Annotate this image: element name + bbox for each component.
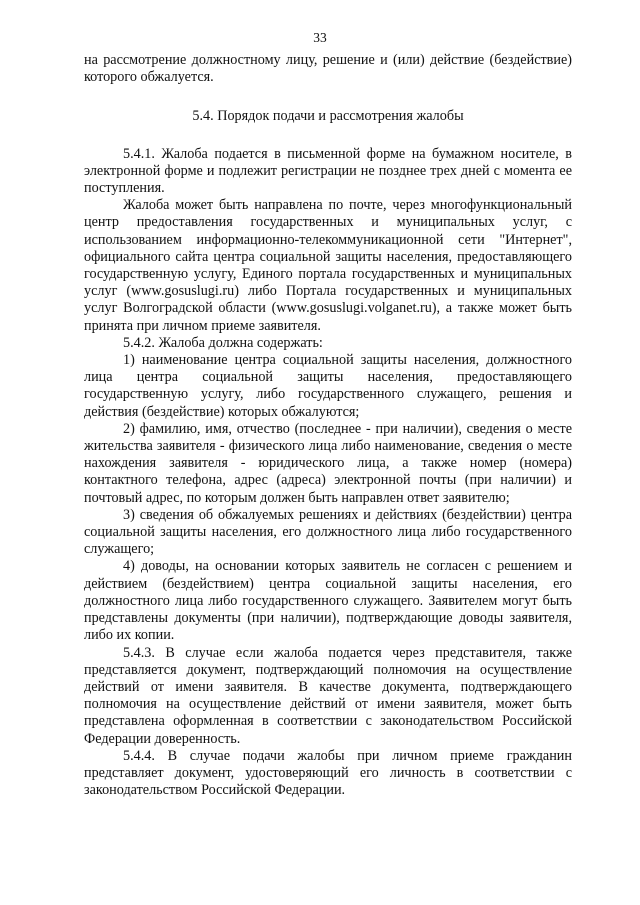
list-item-4: 4) доводы, на основании которых заявитель не согласен с решением и действием (бездействием) центра социальной защиты населения, его должностного лица либо государственного служащего. Заявителем могут быть представлены документы (при наличии), подтверждающие доводы заявителя, либо их копии. <box>84 558 572 644</box>
paragraph-5-4-3: 5.4.3. В случае если жалоба подается через представителя, также представляется документ, подтверждающий полномочия на осуществление действий от имени заявителя. В качестве документа, подтверждающего полномочия на осуществление действий от имени заявителя, может быть представлена оформленная в соответствии с законодательством Российской Федерации доверенность. <box>84 644 572 747</box>
page-number: 33 <box>313 30 327 45</box>
paragraph-5-4-4: 5.4.4. В случае подачи жалобы при личном приеме гражданин представляет документ, удостоверяющий его личность в соответствии с законодательством Российской Федерации. <box>84 747 572 799</box>
paragraph-continuation: на рассмотрение должностному лицу, решение и (или) действие (бездействие) которого обжалуется. <box>84 52 572 86</box>
page-body <box>84 52 572 799</box>
section-heading: 5.4. Порядок подачи и рассмотрения жалобы <box>192 108 464 125</box>
list-item-2: 2) фамилию, имя, отчество (последнее - при наличии), сведения о месте жительства заявителя - физического лица либо наименование, сведения о месте нахождения заявителя - юридического лица, а также номер (номера) контактного телефона, адрес (адреса) электронной почты (при наличии) и почтовый адрес, по которым должен быть направлен ответ заявителю; <box>84 420 572 506</box>
paragraph-submission-methods: Жалоба может быть направлена по почте, через многофункциональный центр предоставления государственных и муниципальных услуг, с использованием информационно-телекоммуникационной сети "Интернет", официального сайта центра социальной защиты населения, предоставляющего государственную услугу, Единого портала государственных и муниципальных услуг (www.gosuslugi.ru) либо Портала государственных и муниципальных услуг Волгоградской области (www.gosuslugi.volganet.ru), а также может быть принята при личном приеме заявителя. <box>84 197 572 334</box>
list-item-1: 1) наименование центра социальной защиты населения, должностного лица центра социальной защиты населения, предоставляющего государственную услугу, либо государственного служащего, решения и действия (бездействие) которых обжалуются; <box>84 352 572 420</box>
paragraph-5-4-1: 5.4.1. Жалоба подается в письменной форме на бумажном носителе, в электронной форме и подлежит регистрации не позднее трех дней с момента ее поступления. <box>84 145 572 197</box>
paragraph-5-4-2: 5.4.2. Жалоба должна содержать: <box>123 334 323 351</box>
list-item-3: 3) сведения об обжалуемых решениях и действиях (бездействии) центра социальной защиты населения, его должностного лица либо государственного служащего; <box>84 506 572 558</box>
